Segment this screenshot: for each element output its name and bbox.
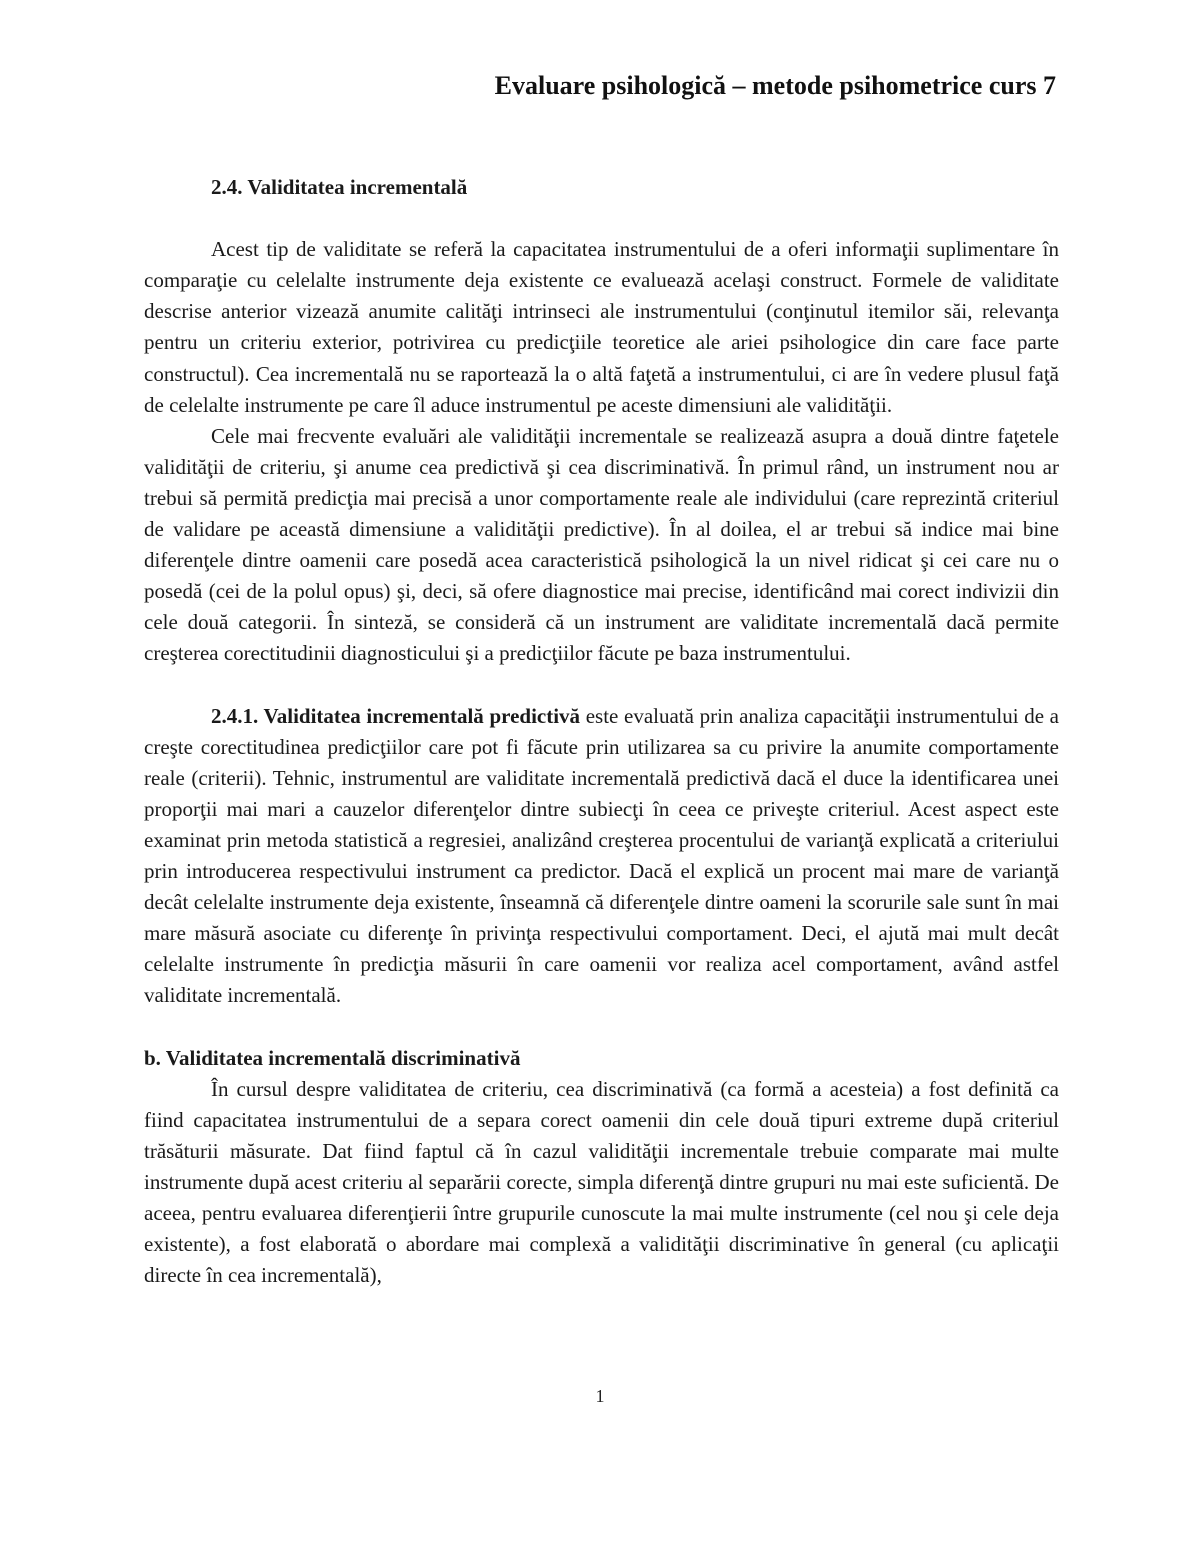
section-heading-2-4: 2.4. Validitatea incrementală [211,175,468,199]
subsection-heading-2-4-1: 2.4.1. Validitatea incrementală predictivă [211,703,581,728]
paragraph-predictive-text: este evaluată prin analiza capacităţii instrumentului de a creşte corectitudinea predicţiilor care pot fi făcute prin utilizarea sa cu privire la anumite comportamente reale (criterii). Tehnic, instrumentul are validitate incrementală predictivă dacă el duce la identificarea unei proporţii mai mari a cauzelor diferenţelor dintre subiecţi în ceea ce priveşte criteriul. Acest aspect este examinat prin metoda statistică a regresiei, analizând creşterea procentului de varianţă explicată a criteriului prin introducerea respectivului instrument ca predictor. Dacă el explică un procent mai mare de varianţă decât celelalte instrumente deja existente, înseamnă că diferenţele dintre oameni la scorurile sale sunt în mai mare măsură asociate cu diferenţe în privinţa respectivului comportament. Deci, el ajută mai mult decât celelalte instrumente în predicţia măsurii în care oamenii vor realiza acel comportament, având astfel validitate incrementală. [144,703,1060,1008]
blank-line [144,203,1059,234]
page-number: 1 [595,1386,605,1406]
subsection-heading-b: b. Validitatea incrementală discriminativă [144,1045,521,1070]
paragraph-predictive-incremental-validity [144,701,1059,1012]
blank-line [144,1012,1059,1043]
paragraph-discriminative-incremental-validity: În cursul despre validitatea de criteriu, cea discriminativă (ca formă a acesteia) a fost definită ca fiind capacitatea instrumentului de a separa corect oamenii din cele două tipuri extreme după criteriul trăsăturii măsurate. Dat fiind faptul că în cazul validităţii incrementale trebuie comparate mai multe instrumente după acest criteriu al separării corecte, simpla diferenţă dintre grupuri nu mai este suficientă. De aceea, pentru evaluarea diferenţierii între grupurile cunoscute la mai multe instrumente (cel nou şi cele deja existente), a fost elaborată o abordare mai complexă a validităţii discriminative în general (cu aplicaţii directe în cea incrementală), [144,1076,1059,1288]
paragraph-incremental-validity-intro: Acest tip de validitate se referă la capacitatea instrumentului de a oferi informaţii suplimentare în comparaţie cu celelalte instrumente deja existente ce evaluează acelaşi construct. Formele de validitate descrise anterior vizează anumite calităţi intrinseci ale instrumentului (conţinutul itemilor săi, relevanţa pentru un criteriu exterior, potrivirea cu predicţiile teoretice ale ariei psihologice din care face parte constructul). Cea incrementală nu se raportează la o altă faţetă a instrumentului, ci are în vedere plusul faţă de celelalte instrumente pe care îl aduce instrumentul pe aceste dimensiuni ale validităţii. [144,237,1059,417]
paragraph-incremental-validity-facets: Cele mai frecvente evaluări ale validităţii incrementale se realizează asupra a două dintre faţetele validităţii de criteriu, şi anume cea predictivă şi cea discriminativă. În primul rând, un instrument nou ar trebui să permită predicţia mai precisă a unor comportamente reale ale individului (care reprezintă criteriul de validare pe această dimensiune a validităţii predictive). În al doilea, el ar trebui să indice mai bine diferenţele dintre oamenii care posedă acea caracteristică psihologică la un nivel ridicat şi cei care nu o posedă (cei de la polul opus) şi, deci, să ofere diagnostice mai precise, identificând mai corect indivizii din cele două categorii. În sinteză, se consideră că un instrument are validitate incrementală dacă permite creşterea corectitudinii diagnosticului şi a predicţiilor făcute pe baza instrumentului. [144,423,1059,666]
running-header-title: Evaluare psihologică – metode psihometrice curs 7 [494,71,1056,100]
blank-line [144,670,1059,701]
document-body [144,172,1059,1291]
